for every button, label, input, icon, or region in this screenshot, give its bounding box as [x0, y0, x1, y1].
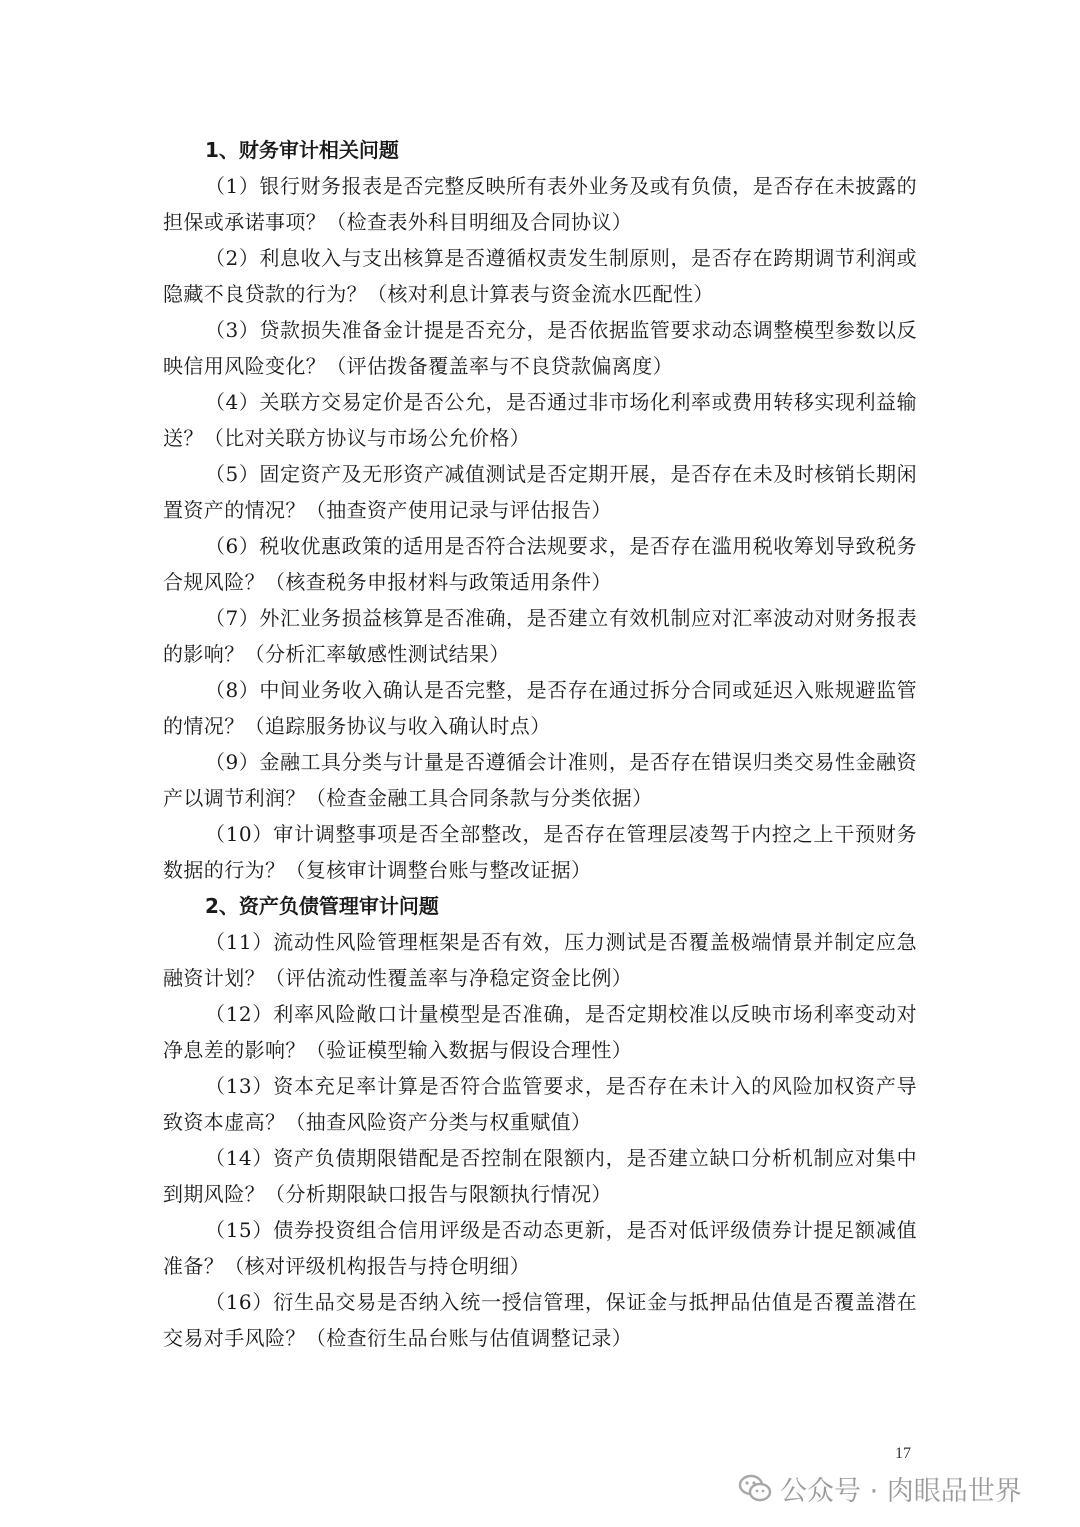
list-item: （4）关联方交易定价是否公允，是否通过非市场化利率或费用转移实现利益输送？（比对关联方协议与市场公允价格） [163, 390, 917, 450]
wechat-icon [738, 1473, 772, 1503]
watermark-text: 公众号 · 肉眼品世界 [780, 1475, 1022, 1507]
list-item: （6）税收优惠政策的适用是否符合法规要求，是否存在滥用税收筹划导致税务合规风险？（核查税务申报材料与政策适用条件） [163, 534, 917, 594]
list-item: （14）资产负债期限错配是否控制在限额内，是否建立缺口分析机制应对集中到期风险？（分析期限缺口报告与限额执行情况） [163, 1146, 917, 1206]
document-body [163, 132, 917, 1356]
list-item: （8）中间业务收入确认是否完整，是否存在通过拆分合同或延迟入账规避监管的情况？（追踪服务协议与收入确认时点） [163, 678, 917, 738]
list-item: （5）固定资产及无形资产减值测试是否定期开展，是否存在未及时核销长期闲置资产的情况？（抽查资产使用记录与评估报告） [163, 462, 917, 522]
section-heading: 2、资产负债管理审计问题 [205, 894, 439, 918]
list-item: （9）金融工具分类与计量是否遵循会计准则，是否存在错误归类交易性金融资产以调节利润？（检查金融工具合同条款与分类依据） [163, 750, 917, 810]
section-heading: 1、财务审计相关问题 [205, 138, 399, 162]
list-item: （16）衍生品交易是否纳入统一授信管理，保证金与抵押品估值是否覆盖潜在交易对手风险？（检查衍生品台账与估值调整记录） [163, 1290, 917, 1350]
list-item: （10）审计调整事项是否全部整改，是否存在管理层凌驾于内控之上干预财务数据的行为？（复核审计调整台账与整改证据） [163, 822, 917, 882]
list-item: （2）利息收入与支出核算是否遵循权责发生制原则，是否存在跨期调节利润或隐藏不良贷款的行为？（核对利息计算表与资金流水匹配性） [163, 246, 917, 306]
list-item: （3）贷款损失准备金计提是否充分，是否依据监管要求动态调整模型参数以反映信用风险变化？（评估拨备覆盖率与不良贷款偏离度） [163, 318, 917, 378]
list-item: （12）利率风险敞口计量模型是否准确，是否定期校准以反映市场利率变动对净息差的影响？（验证模型输入数据与假设合理性） [163, 1002, 917, 1062]
list-item: （15）债券投资组合信用评级是否动态更新，是否对低评级债券计提足额减值准备？（核对评级机构报告与持仓明细） [163, 1218, 917, 1278]
watermark [738, 1468, 1022, 1508]
list-item: （11）流动性风险管理框架是否有效，压力测试是否覆盖极端情景并制定应急融资计划？（评估流动性覆盖率与净稳定资金比例） [163, 930, 917, 990]
page-number: 17 [895, 1445, 911, 1462]
list-item: （13）资本充足率计算是否符合监管要求，是否存在未计入的风险加权资产导致资本虚高？（抽查风险资产分类与权重赋值） [163, 1074, 917, 1134]
list-item: （1）银行财务报表是否完整反映所有表外业务及或有负债，是否存在未披露的担保或承诺事项？（检查表外科目明细及合同协议） [163, 174, 917, 234]
list-item: （7）外汇业务损益核算是否准确，是否建立有效机制应对汇率波动对财务报表的影响？（分析汇率敏感性测试结果） [163, 606, 917, 666]
